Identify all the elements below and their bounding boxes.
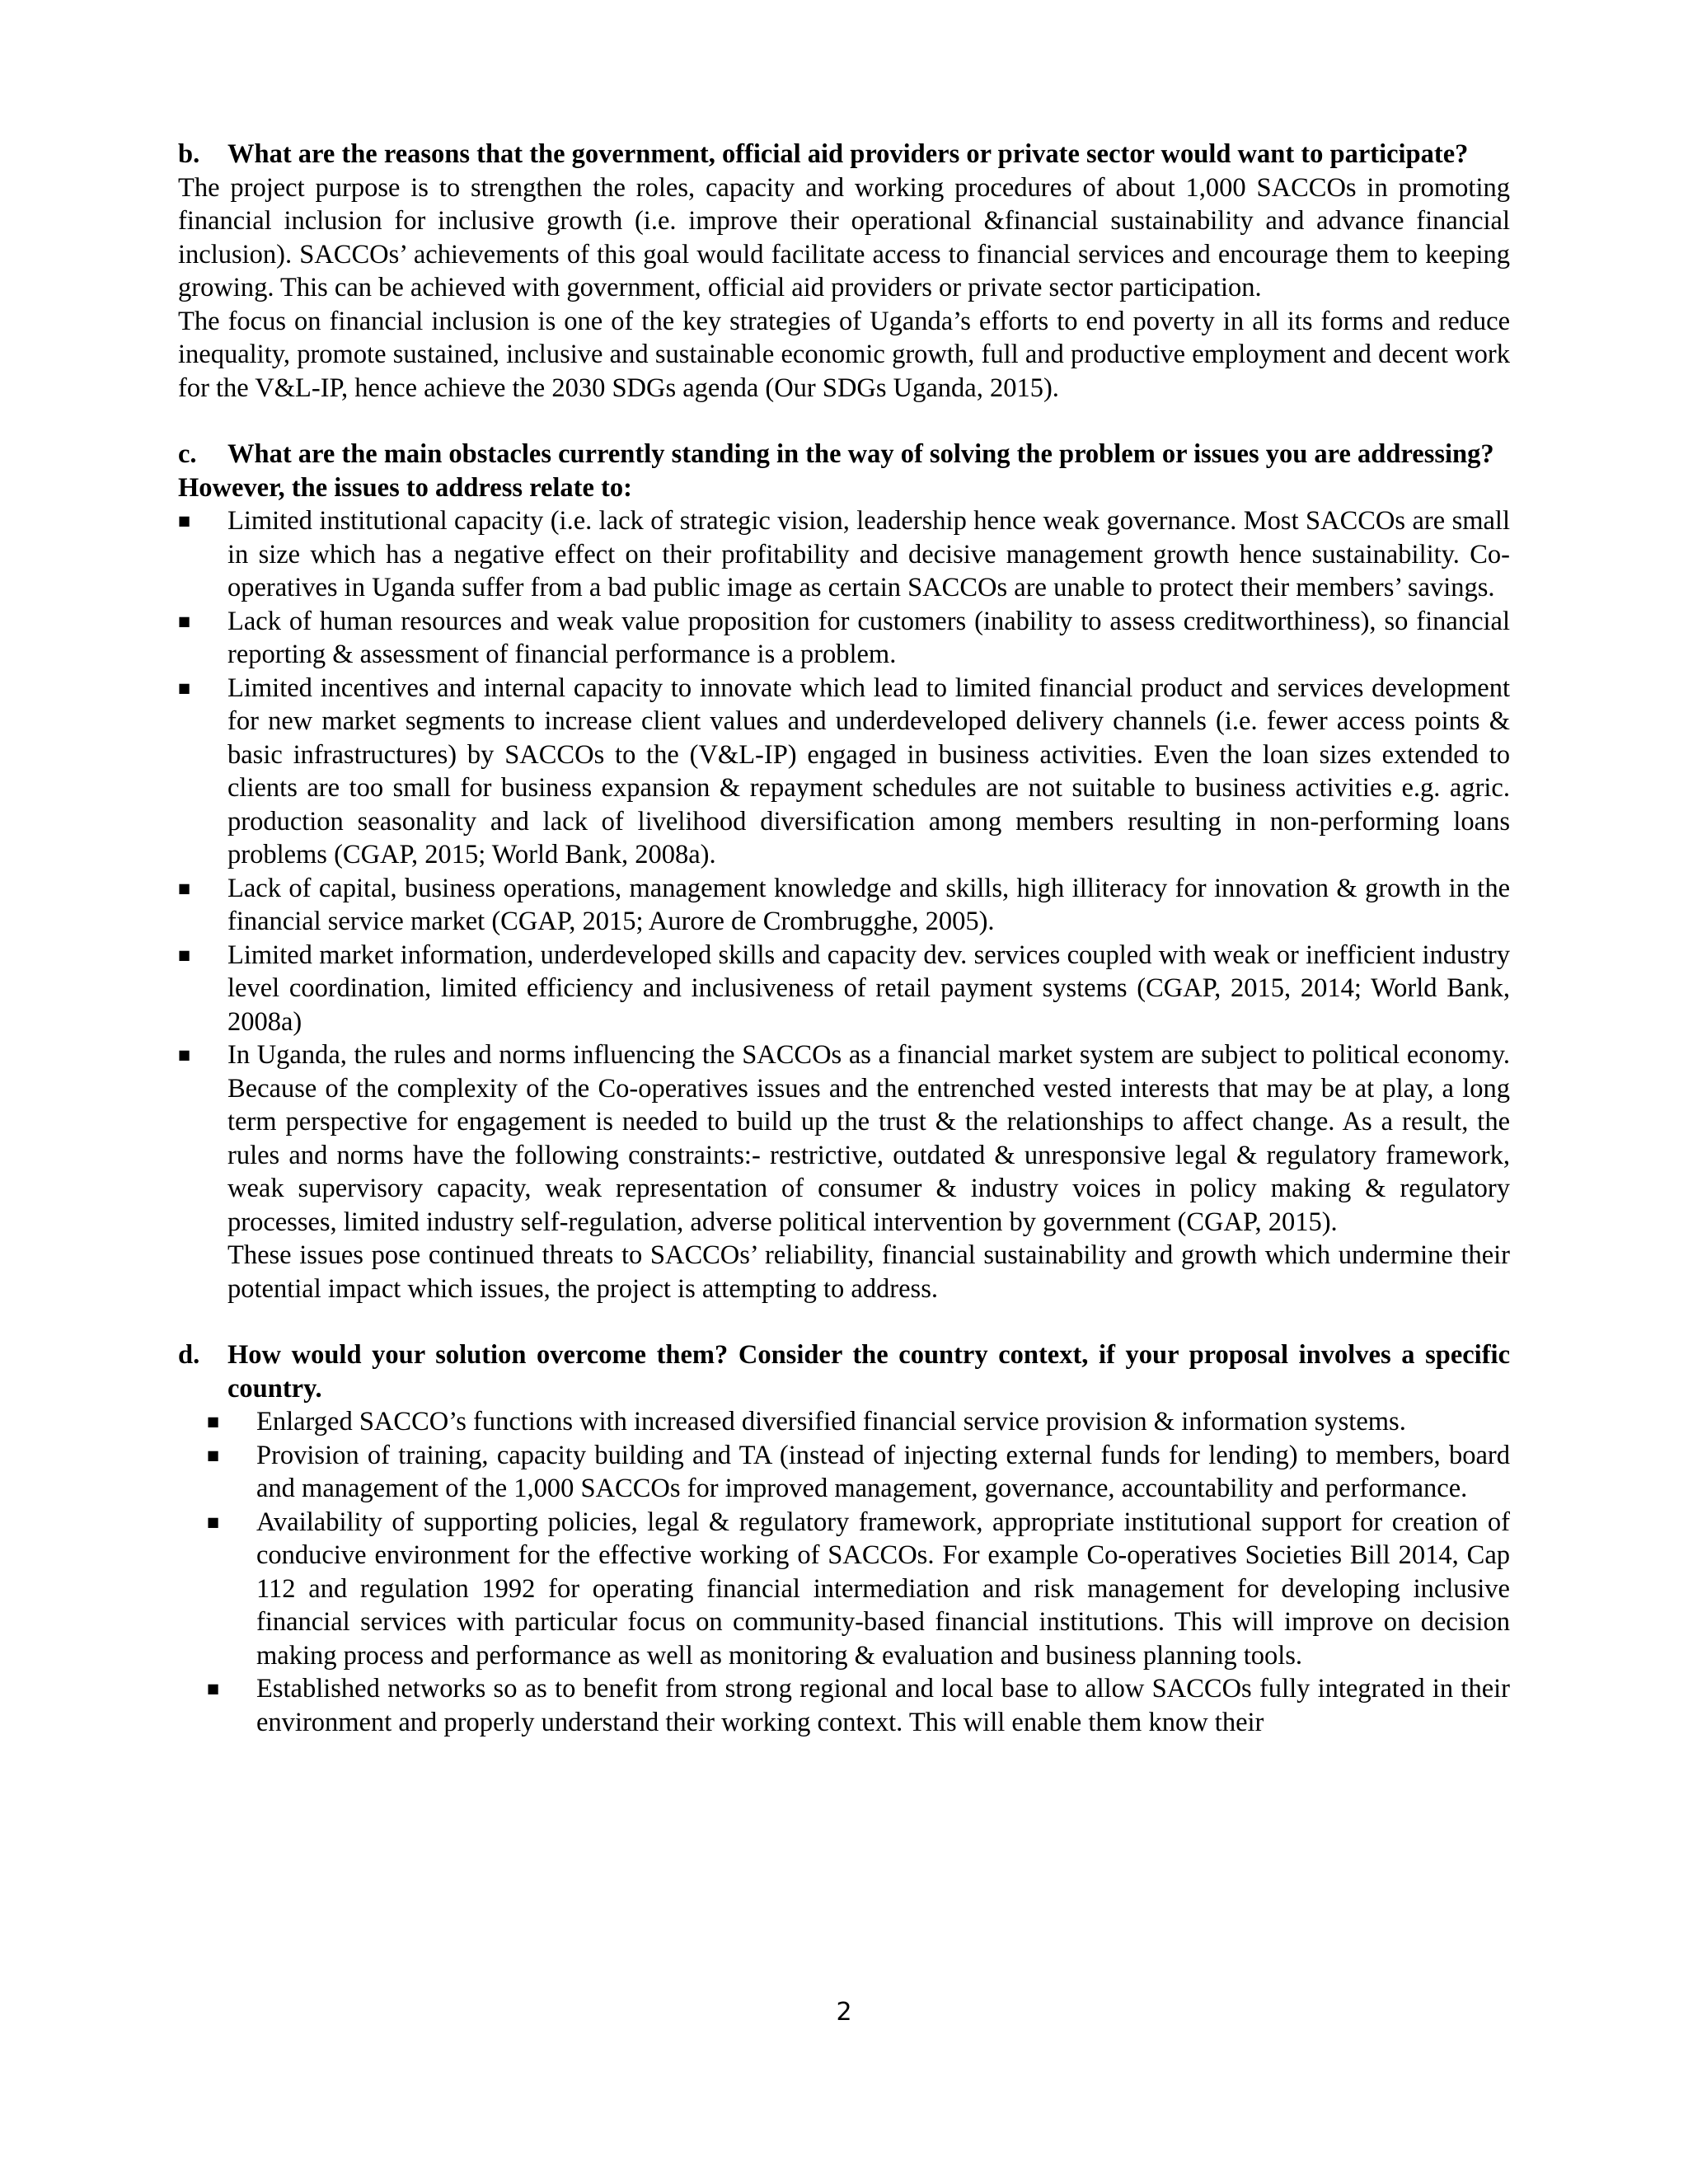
square-bullet-icon: ■ (178, 679, 191, 696)
section-c-question (178, 438, 1510, 471)
section-c-letter: c. (178, 439, 197, 469)
section-c (178, 438, 1510, 1305)
square-bullet-icon: ■ (207, 1446, 220, 1463)
list-item-text: Limited incentives and internal capacity to innovate which lead to limited financial product and services development for new market segments to increase client values and underdeveloped delivery channels (i.e. fewer access points & basic infrastructures) by SACCOs to the (V&L-IP) engaged in business activities. Even the loan sizes extended to clients are too small for business expansion & repayment schedules are not suitable to business activities e.g. agric. production seasonality and lack of livelihood diversification among members resulting in non-performing loans problems (CGAP, 2015; World Bank, 2008a). (227, 673, 1510, 869)
section-c-question-text: What are the main obstacles currently standing in the way of solving the problem or issues you are addressing? (227, 439, 1494, 469)
section-d-solution-list (178, 1405, 1510, 1739)
list-item-text: Provision of training, capacity building and TA (instead of injecting external funds for lending) to members, board and management of the 1,000 SACCOs for improved management, governance, accountability and performance. (256, 1440, 1510, 1503)
section-c-subheading: However, the issues to address relate to: (178, 472, 632, 503)
list-item (178, 872, 1510, 939)
square-bullet-icon: ■ (178, 513, 191, 528)
square-bullet-icon: ■ (178, 879, 191, 896)
section-b-paragraph: The focus on financial inclusion is one of the key strategies of Uganda’s efforts to end poverty in all its forms and reduce inequality, promote sustained, inclusive and sustainable economic growth, full and productive employment and decent work for the V&L-IP, hence achieve the 2030 SDGs agenda (Our SDGs Uganda, 2015). (178, 306, 1510, 403)
section-b-question-text: What are the reasons that the government, official aid providers or private sector would want to participate? (227, 139, 1469, 169)
square-bullet-icon: ■ (178, 1047, 191, 1062)
list-item (178, 939, 1510, 1039)
square-bullet-icon: ■ (207, 1413, 220, 1429)
list-item-text: Availability of supporting policies, legal & regulatory framework, appropriate institutional support for creation of conducive environment for the effective working of SACCOs. For example Co-operatives Societies Bill 2014, Cap 112 and regulation 1992 for operating financial intermediation and risk management for developing inclusive financial services with particular focus on community-based financial institutions. This will improve on decision making process and performance as well as monitoring & evaluation and business planning tools. (256, 1507, 1510, 1671)
list-item-text: Limited market information, underdeveloped skills and capacity dev. services coupled with weak or inefficient industry level coordination, limited efficiency and inclusiveness of retail payment systems (CGAP, 2015, 2014; World Bank, 2008a) (227, 940, 1510, 1037)
list-item-text: Established networks so as to benefit from strong regional and local base to allow SACCOs fully integrated in their environment and properly understand their working context. This will enable them know their (256, 1674, 1510, 1737)
section-b-question (178, 138, 1510, 171)
square-bullet-icon: ■ (178, 612, 191, 629)
spacer (178, 405, 1510, 438)
section-c-issue-list (178, 504, 1510, 1239)
list-item-text: Enlarged SACCO’s functions with increased diversified financial service provision & information systems. (256, 1407, 1406, 1436)
square-bullet-icon: ■ (178, 946, 191, 963)
list-item (178, 1439, 1510, 1506)
spacer (178, 1305, 1510, 1338)
list-item (178, 504, 1510, 605)
list-item (178, 1506, 1510, 1673)
list-item (178, 605, 1510, 672)
section-d-letter: d. (178, 1340, 200, 1370)
page-number: 2 (836, 1998, 852, 2027)
list-item-text: Lack of capital, business operations, management knowledge and skills, high illiteracy for innovation & growth in the financial service market (CGAP, 2015; Aurore de Crombrugghe, 2005). (227, 873, 1510, 936)
list-item (178, 1405, 1510, 1439)
list-item-text: Limited institutional capacity (i.e. lack of strategic vision, leadership hence weak governance. Most SACCOs are small in size which has a negative effect on their profitability and decisive management growth hence sustainability. Co-operatives in Uganda suffer from a bad public image as certain SACCOs are unable to protect their members’ savings. (227, 506, 1510, 602)
square-bullet-icon: ■ (207, 1680, 220, 1696)
list-item-text: In Uganda, the rules and norms influencing the SACCOs as a financial market system are subject to political economy. Because of the complexity of the Co-operatives issues and the entrenched vested interests that may be at play, a long term perspective for engagement is needed to build up the trust & the relationships to affect change. As a result, the rules and norms have the following constraints:- restrictive, outdated & unresponsive legal & regulatory framework, weak supervisory capacity, weak representation of consumer & industry voices in policy making & regulatory processes, limited industry self-regulation, adverse political intervention by government (CGAP, 2015). (227, 1040, 1510, 1237)
section-d-question-text: How would your solution overcome them? Consider the country context, if your proposal involves a specific country. (227, 1340, 1510, 1404)
section-c-closing-paragraph: These issues pose continued threats to SACCOs’ reliability, financial sustainability and growth which undermine their potential impact which issues, the project is attempting to address. (227, 1240, 1510, 1304)
section-b (178, 138, 1510, 405)
section-d (178, 1338, 1510, 1739)
list-item (178, 1038, 1510, 1239)
page-content (178, 138, 1510, 1739)
section-b-letter: b. (178, 139, 200, 169)
section-b-paragraph: The project purpose is to strengthen the roles, capacity and working procedures of about 1,000 SACCOs in promoting financial inclusion for inclusive growth (i.e. improve their operational &financial sustainability and advance financial inclusion). SACCOs’ achievements of this goal would facilitate access to financial services and encourage them to keeping growing. This can be achieved with government, official aid providers or private sector participation. (178, 172, 1510, 302)
square-bullet-icon: ■ (207, 1513, 220, 1530)
list-item-text: Lack of human resources and weak value proposition for customers (inability to assess creditworthiness), so financial reporting & assessment of financial performance is a problem. (227, 606, 1510, 669)
list-item (178, 672, 1510, 872)
section-d-question (178, 1338, 1510, 1405)
list-item (178, 1672, 1510, 1739)
